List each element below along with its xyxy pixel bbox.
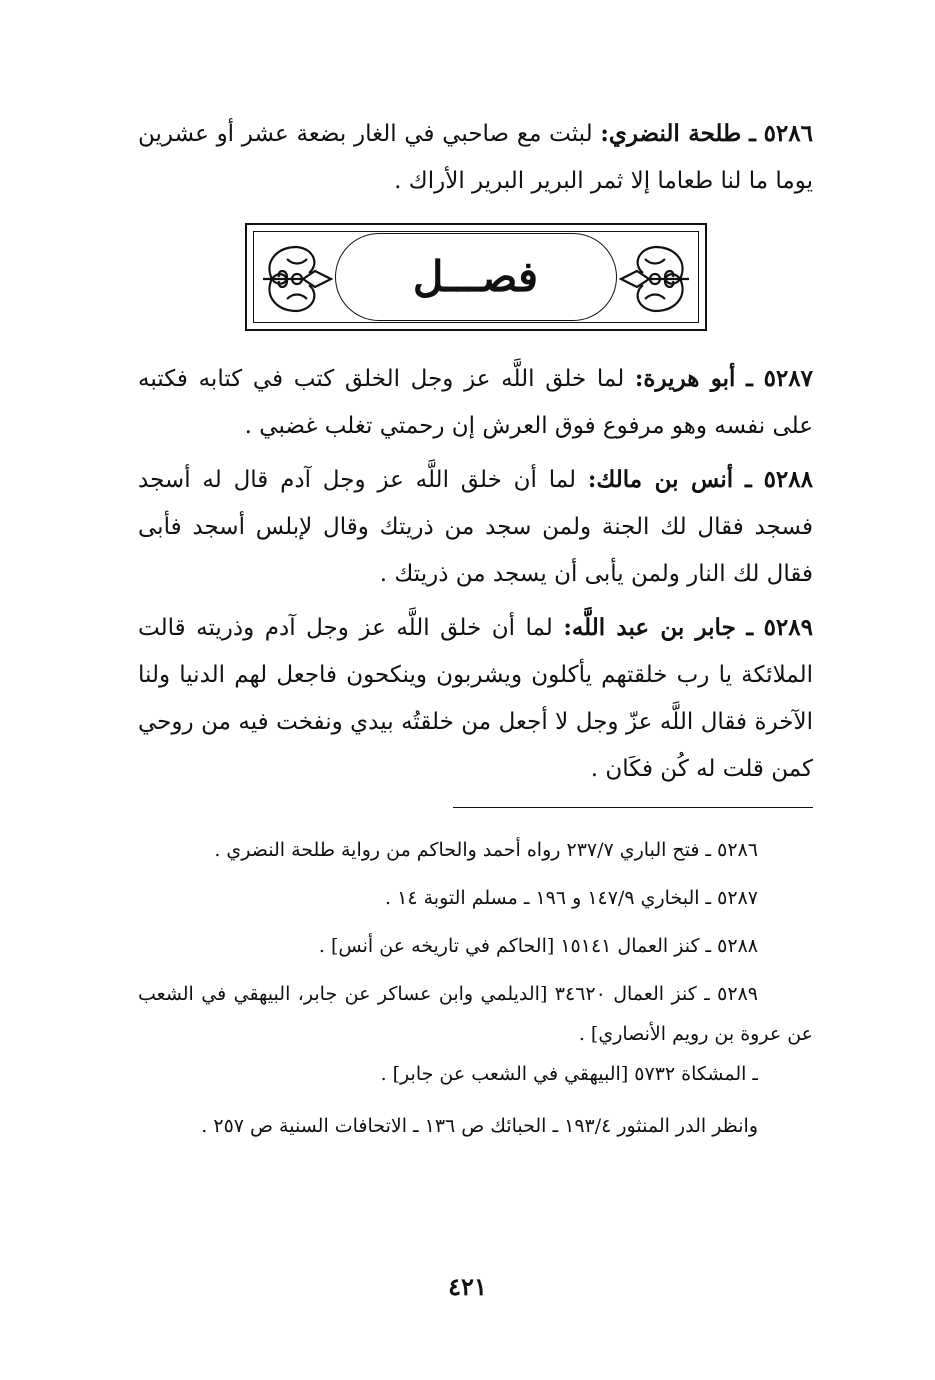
hadith-5289 xyxy=(138,604,813,793)
hadith-text: لما أن خلق اللَّه عز وجل آدم وذريته قالت الملائكة يا رب خلقتهم يأكلون ويشربون وينكحون فاجعل لهم الدنيا ولنا الآخرة فقال اللَّه عزّ وجل لا أجعل من خلقتُه بيدي ونفخت فيه من روحي كمن قلت له كُن فكَان . xyxy=(138,615,813,782)
footnotes xyxy=(138,830,813,1146)
footnote-divider xyxy=(453,807,813,808)
hadith-text: لما أن خلق اللَّه عز وجل آدم قال له أسجد فسجد فقال لك الجنة ولمن سجد من ذريتك وقال لإبلس أسجد فأبى فقال لك النار ولمن يأبى أن يسجد من ذريتك . xyxy=(138,467,813,587)
page-body xyxy=(138,110,813,1154)
hadith-5287 xyxy=(138,355,813,450)
narrator-name: أنس بن مالك xyxy=(596,466,734,493)
narrator-name: أبو هريرة xyxy=(643,365,736,392)
hadith-dash: ـ xyxy=(745,466,752,493)
footnote-5286: ٥٢٨٦ ـ فتح الباري ٢٣٧/٧ رواه أحمد والحاكم من رواية طلحة النضري . xyxy=(214,839,758,861)
hadith-number: ٥٢٨٦ xyxy=(763,120,813,147)
narrator-name: جابر بن عبد اللَّه xyxy=(571,614,736,641)
footnote-5288: ٥٢٨٨ ـ كنز العمال ١٥١٤١ [الحاكم في تاريخه عن أنس] . xyxy=(318,935,758,957)
narrator-colon: : xyxy=(634,365,644,392)
hadith-number: ٥٢٨٩ xyxy=(763,614,813,641)
footnote-5289: ٥٢٨٩ ـ كنز العمال ٣٤٦٢٠ [الديلمي وابن عساكر عن جابر، البيهقي في الشعب عن عروة بن رويم الأنصاري] . xyxy=(138,983,813,1045)
section-title: فصـــل xyxy=(412,252,539,301)
hadith-number: ٥٢٨٧ xyxy=(763,365,813,392)
narrator-colon: : xyxy=(587,466,597,493)
footnote-5289-mishkat: ـ المشكاة ٥٧٣٢ [البيهقي في الشعب عن جابر] . xyxy=(380,1063,758,1085)
narrator-colon: : xyxy=(600,120,609,147)
hadith-number: ٥٢٨٨ xyxy=(763,466,813,493)
hadith-dash: ـ xyxy=(746,614,754,641)
hadith-text: لما خلق اللَّه عز وجل الخلق كتب في كتابه فكتبه على نفسه وهو مرفوع فوق العرش إن رحمتي تغلب غضبي . xyxy=(138,366,813,439)
footnote-see-also: وانظر الدر المنثور ١٩٣/٤ ـ الحبائك ص ١٣٦ ـ الاتحافات السنية ص ٢٥٧ . xyxy=(201,1115,758,1137)
hadith-dash: ـ xyxy=(749,120,756,147)
narrator-name: طلحة النضري xyxy=(608,120,742,147)
hadith-5286 xyxy=(138,110,813,205)
footnote-5287: ٥٢٨٧ ـ البخاري ١٤٧/٩ و ١٩٦ ـ مسلم التوبة ١٤ . xyxy=(385,887,758,909)
hadith-text: لبثت مع صاحبي في الغار بضعة عشر أو عشرين يوما ما لنا طعاما إلا ثمر البرير البرير الأراك . xyxy=(138,121,813,194)
hadith-dash: ـ xyxy=(746,365,753,392)
page-number: ٤٢١ xyxy=(448,1272,487,1301)
narrator-colon: : xyxy=(563,614,572,641)
section-heading-frame xyxy=(245,223,707,331)
hadith-5288 xyxy=(138,456,813,598)
